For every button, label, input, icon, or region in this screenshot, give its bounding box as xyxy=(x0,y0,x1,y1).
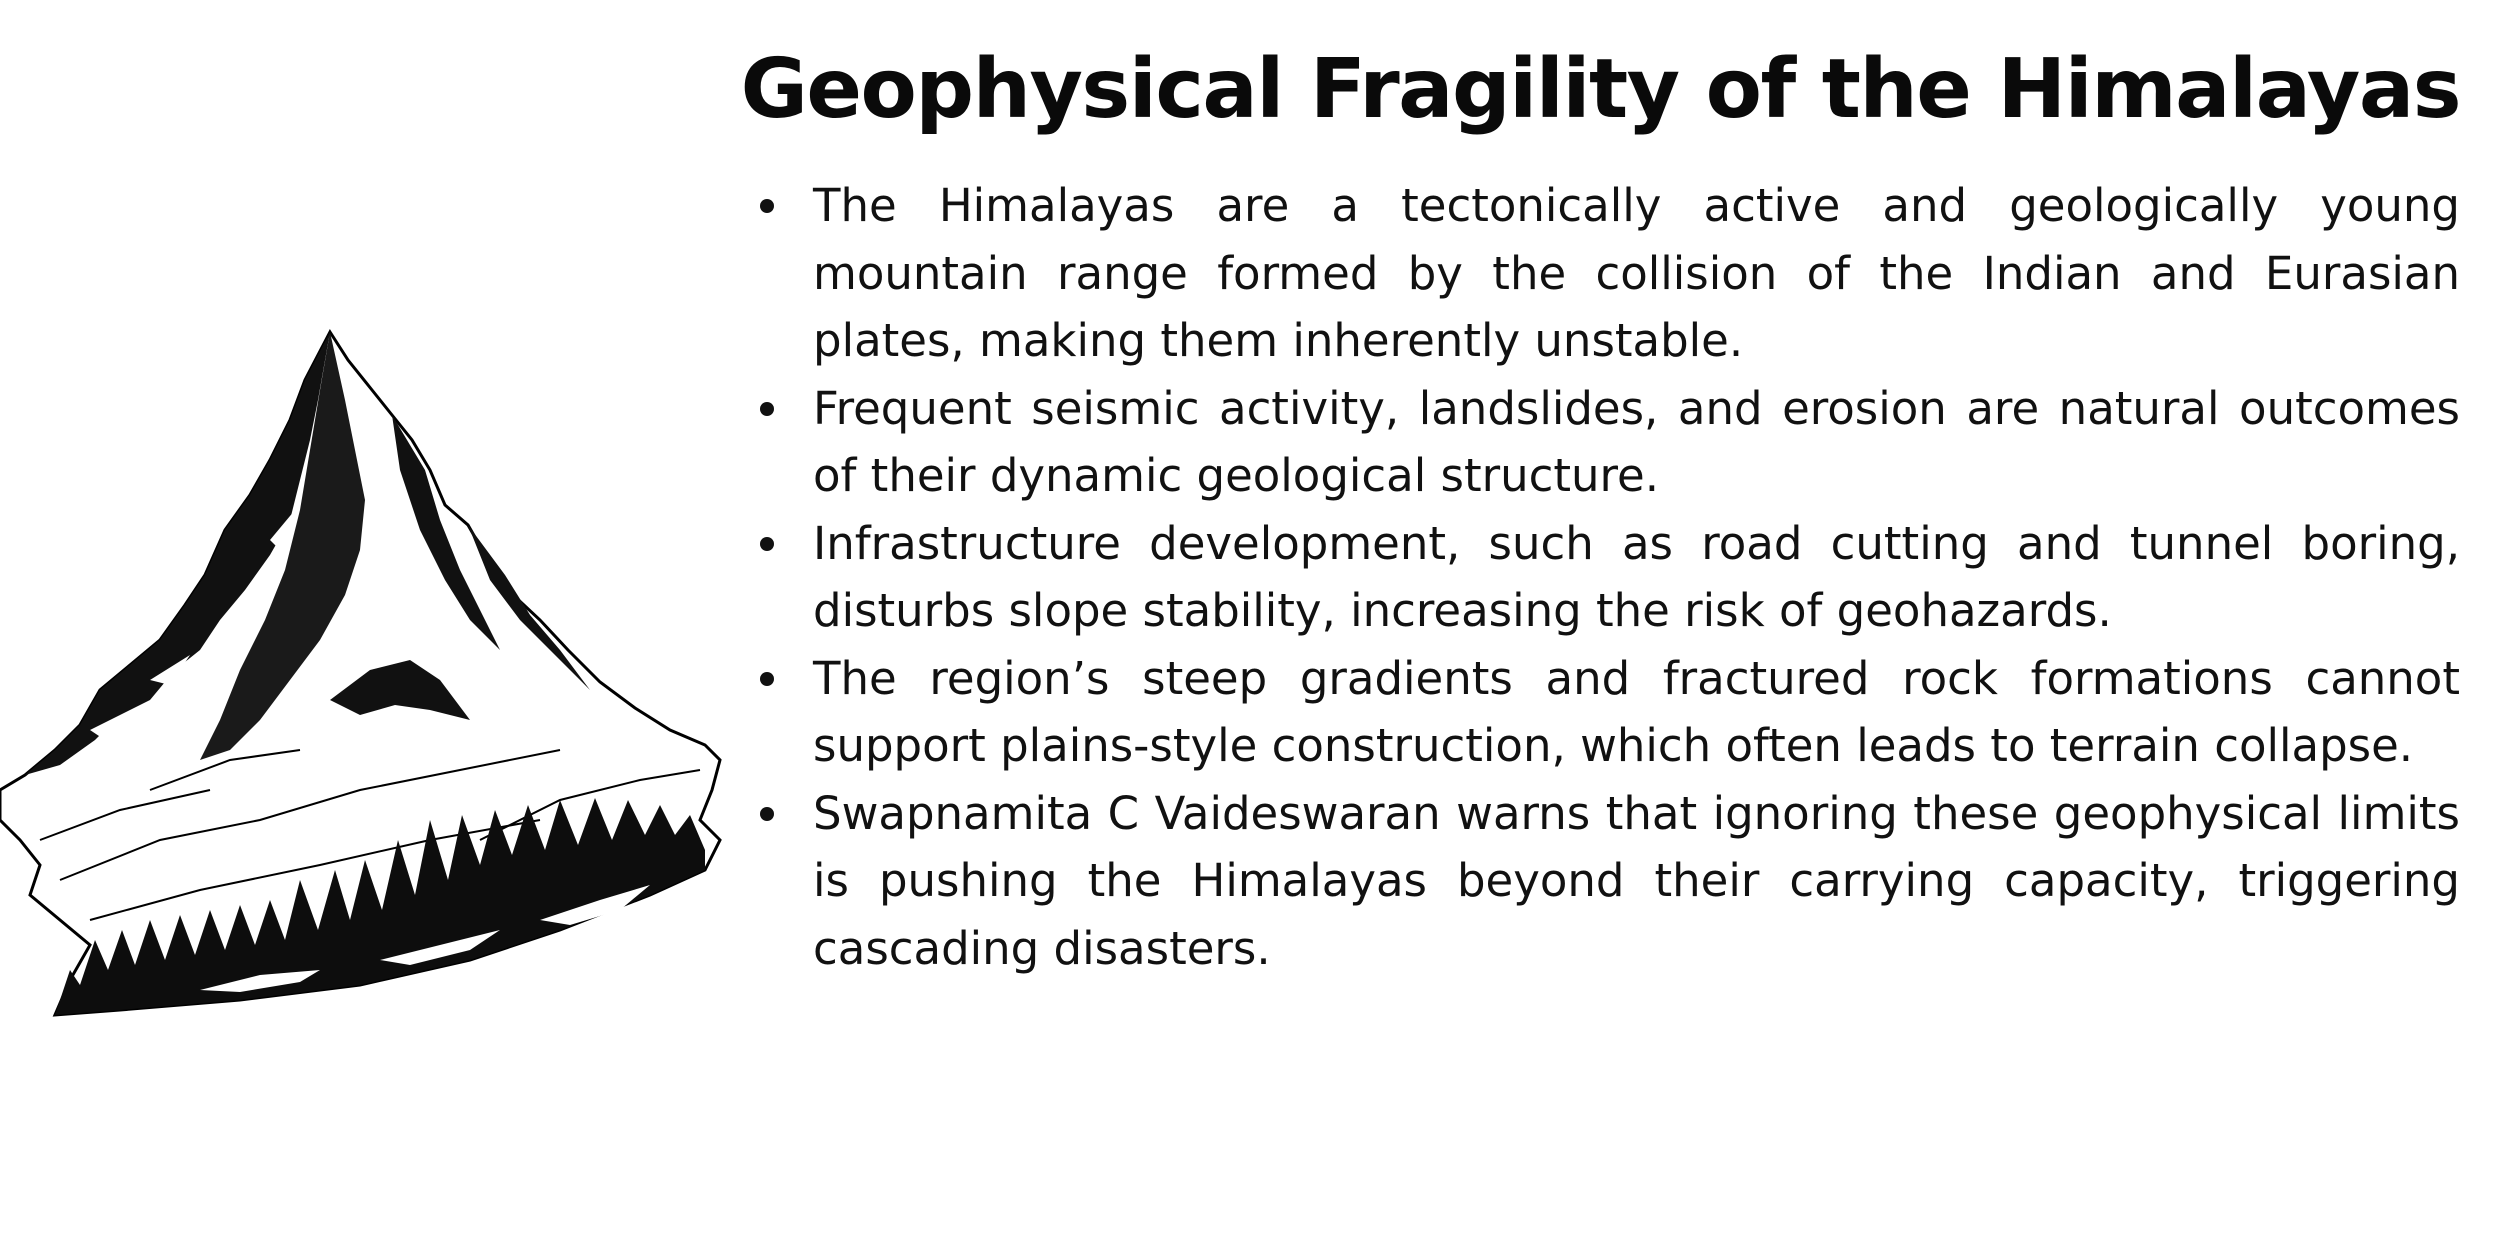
bullet-dot-icon xyxy=(760,402,774,416)
bullet-text: Infrastructure development, such as road cutting and tunnel boring, disturbs slope stability, increasing the risk of geohazards. xyxy=(813,516,2460,637)
bullet-item xyxy=(740,780,2460,983)
bullet-dot-icon xyxy=(760,199,774,213)
bullet-text: Swapnamita C Vaideswaran warns that ignoring these geophysical limits is pushing the Himalayas beyond their carrying capacity, triggering cascading disasters. xyxy=(813,786,2460,975)
bullet-item xyxy=(740,172,2460,375)
bullet-text: The Himalayas are a tectonically active and geologically young mountain range formed by the collision of the Indian and Eurasian plates, making them inherently unstable. xyxy=(813,179,2460,367)
mountain-peak-icon xyxy=(0,320,740,1020)
bullet-item xyxy=(740,375,2460,510)
bullet-item xyxy=(740,645,2460,780)
bullet-list xyxy=(740,172,2460,982)
mountain-illustration xyxy=(0,320,740,1020)
bullet-dot-icon xyxy=(760,807,774,821)
bullet-item xyxy=(740,510,2460,645)
bullet-text: Frequent seismic activity, landslides, and erosion are natural outcomes of their dynamic geological structure. xyxy=(813,381,2460,502)
slide-content xyxy=(740,40,2460,982)
bullet-dot-icon xyxy=(760,672,774,686)
bullet-dot-icon xyxy=(760,537,774,551)
bullet-text: The region’s steep gradients and fractured rock formations cannot support plains-style construction, which often leads to terrain collapse. xyxy=(813,651,2460,772)
slide-title: Geophysical Fragility of the Himalayas xyxy=(740,42,2460,137)
